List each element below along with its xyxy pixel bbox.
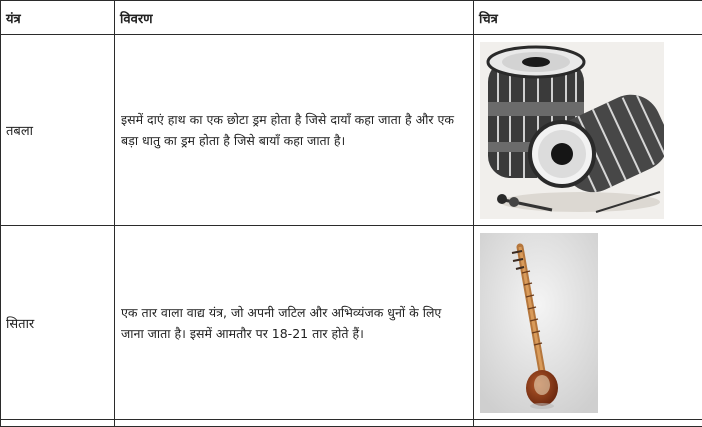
instrument-name: तबला [1,35,115,226]
table-row [1,35,702,226]
table-row [1,226,702,420]
instrument-description: इसमें दाएं हाथ का एक छोटा ड्रम होता है जिसे दायाँ कहा जाता है और एक बड़ा धातु का ड्रम होता है जिसे बायाँ कहा जाता है। [115,35,474,226]
instrument-picture-cell [474,226,702,420]
sitar-image [480,233,598,413]
header-description: विवरण [115,1,474,35]
table-header-row [1,1,702,35]
instrument-name: सितार [1,226,115,420]
header-instrument: यंत्र [1,1,115,35]
header-picture: चित्र [474,1,702,35]
instrument-picture-cell [474,35,702,226]
tabla-image [480,42,664,219]
instrument-description: एक तार वाला वाद्य यंत्र, जो अपनी जटिल और अभिव्यंजक धुनों के लिए जाना जाता है। इसमें आमतौर पर 18-21 तार होते हैं। [115,226,474,420]
table-row-partial [1,420,702,427]
